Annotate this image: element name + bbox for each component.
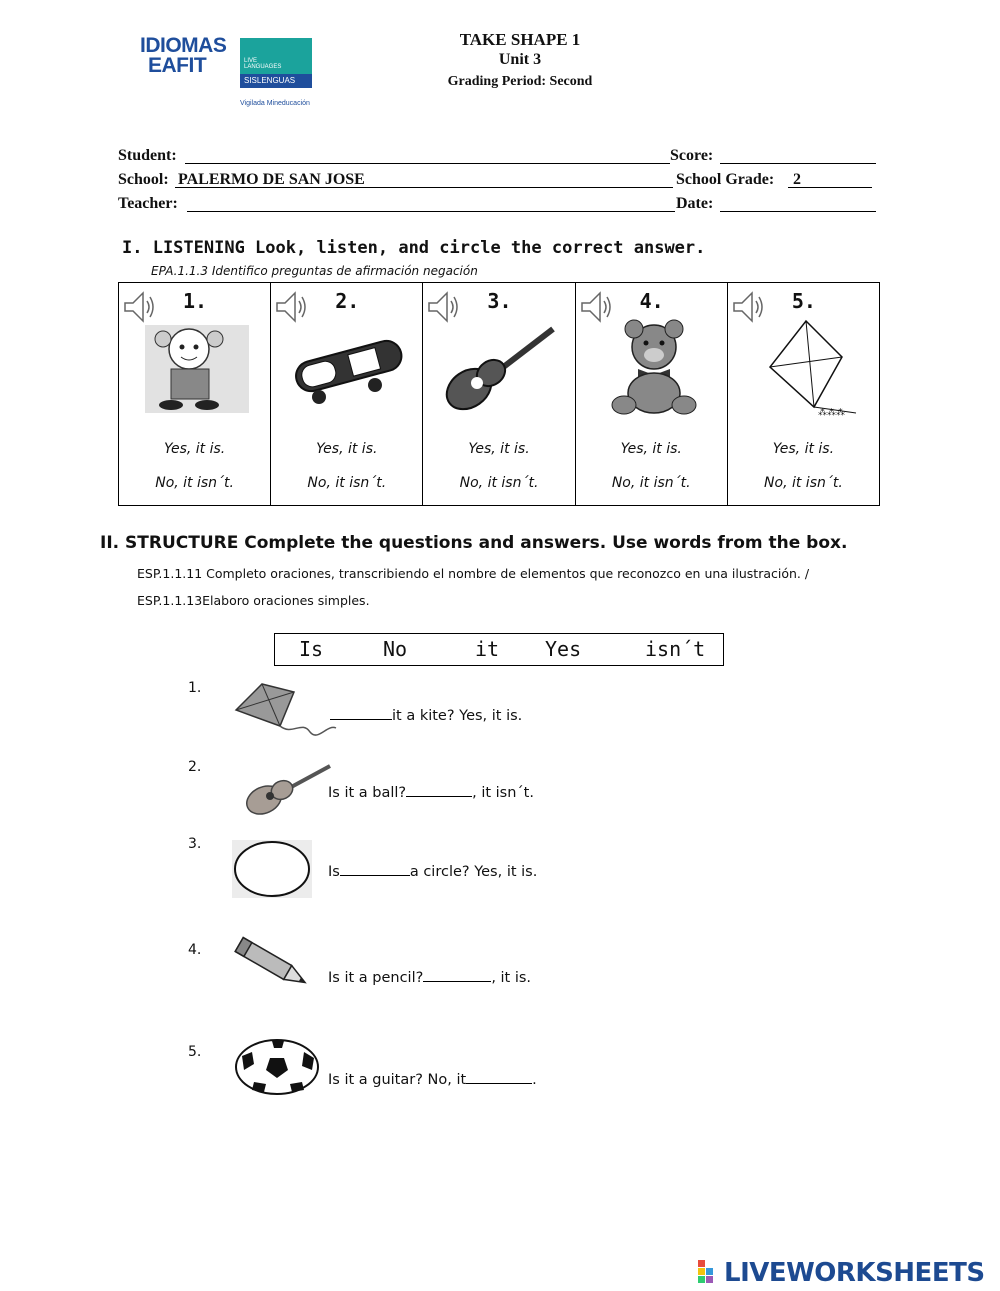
question-4-after: , it is. [491, 970, 532, 986]
answer-3-blank[interactable] [340, 862, 410, 876]
question-3-number: 3. [188, 836, 202, 852]
no-option[interactable]: No, it isn´t. [155, 475, 234, 491]
item-number: 2. [335, 289, 360, 313]
question-5-after: . [532, 1072, 537, 1088]
structure-code2: ESP.1.1.13Elaboro oraciones simples. [137, 593, 370, 608]
yes-option[interactable]: Yes, it is. [316, 441, 378, 457]
structure-title: II. STRUCTURE Complete the questions and answers. Use words from the box. [100, 533, 848, 553]
item-number: 1. [183, 289, 208, 313]
kite-picture [232, 680, 342, 740]
grade-label: School Grade: [676, 171, 775, 188]
svg-text:⁂⁂⁂: ⁂⁂⁂ [817, 408, 845, 417]
item-number: 5. [791, 289, 816, 313]
grade-value: 2 [793, 171, 801, 188]
doll-picture [137, 317, 257, 417]
guitar-picture [441, 317, 561, 417]
soccer-ball-picture [234, 1038, 320, 1096]
logo-tag1: LIVE [244, 58, 258, 64]
answer-5-blank[interactable] [466, 1070, 532, 1084]
liveworksheets-icon [698, 1260, 722, 1284]
question-3-before: Is [328, 864, 340, 880]
question-4 [328, 968, 531, 986]
idiomas-eafit-logo [140, 36, 315, 116]
teddy-bear-picture [594, 317, 714, 417]
question-3 [328, 862, 537, 880]
circle-picture [232, 840, 314, 898]
word-isnt[interactable]: isn´t [645, 637, 706, 661]
guitar-picture [242, 760, 334, 818]
kite-picture [746, 317, 866, 417]
answer-2-blank[interactable] [406, 783, 472, 797]
school-field-line [175, 174, 673, 188]
listening-code: EPA.1.1.3 Identifico preguntas de afirmación negación [151, 264, 478, 278]
pencil-picture [230, 936, 316, 992]
listening-title: I. LISTENING Look, listen, and circle the correct answer. [122, 238, 706, 258]
school-label: School: [118, 171, 169, 188]
logo-sub: Vigilada Mineducación [240, 100, 310, 107]
question-5-before: Is it a guitar? No, it [328, 1072, 467, 1088]
question-2-number: 2. [188, 759, 202, 775]
no-option[interactable]: No, it isn´t. [459, 475, 539, 491]
question-5-number: 5. [188, 1044, 202, 1060]
question-3-after: a circle? Yes, it is. [409, 864, 538, 880]
grading-period: Grading Period: Second [447, 74, 593, 89]
date-label: Date: [676, 195, 714, 212]
question-4-before: Is it a pencil? [328, 970, 424, 986]
teacher-field[interactable] [187, 198, 675, 212]
word-box [274, 633, 724, 666]
listening-item-2 [271, 283, 423, 505]
question-4-number: 4. [188, 942, 202, 958]
item-number: 4. [639, 289, 664, 313]
logo-line2: EAFIT [148, 54, 207, 77]
answer-4-blank[interactable] [423, 968, 491, 982]
answer-1-blank[interactable] [330, 706, 392, 720]
skateboard-picture [289, 317, 409, 417]
logo-tag3: SISLENGUAS [240, 74, 312, 88]
listening-item-5 [728, 283, 879, 505]
question-5 [328, 1070, 537, 1088]
question-1-number: 1. [188, 680, 202, 696]
score-label: Score: [670, 147, 714, 164]
structure-code1: ESP.1.1.11 Completo oraciones, transcribiendo el nombre de elementos que reconozco en una ilustración. / [137, 566, 810, 581]
listening-item-1 [119, 283, 271, 505]
logo-line1: IDIOMAS [140, 34, 227, 57]
student-label: Student: [118, 147, 177, 164]
yes-option[interactable]: Yes, it is. [620, 441, 682, 457]
word-it[interactable]: it [475, 637, 500, 661]
yes-option[interactable]: Yes, it is. [163, 441, 226, 457]
yes-option[interactable]: Yes, it is. [468, 441, 530, 457]
no-option[interactable]: No, it isn´t. [307, 475, 387, 491]
no-option[interactable]: No, it isn´t. [764, 475, 843, 491]
item-number: 3. [487, 289, 512, 313]
date-field[interactable] [720, 198, 876, 212]
score-field[interactable] [720, 150, 876, 164]
question-1 [330, 706, 522, 724]
question-1-after: it a kite? Yes, it is. [392, 708, 523, 724]
listening-table [118, 282, 880, 506]
grade-field-line [788, 174, 872, 188]
school-value: PALERMO DE SAN JOSE [178, 171, 365, 188]
no-option[interactable]: No, it isn´t. [611, 475, 691, 491]
word-yes[interactable]: Yes [545, 637, 582, 661]
liveworksheets-brand: LIVEWORKSHEETS [724, 1258, 985, 1288]
logo-badge [240, 38, 312, 88]
question-2-before: Is it a ball? [328, 785, 407, 801]
unit-label: Unit 3 [498, 51, 542, 68]
page-title: TAKE SHAPE 1 [459, 30, 581, 49]
listening-item-3 [423, 283, 575, 505]
logo-tag2: LANGUAGES [244, 64, 282, 70]
listening-item-4 [576, 283, 728, 505]
student-field[interactable] [185, 150, 670, 164]
yes-option[interactable]: Yes, it is. [772, 441, 835, 457]
word-no[interactable]: No [383, 637, 408, 661]
question-2 [328, 783, 534, 801]
teacher-label: Teacher: [118, 195, 178, 212]
word-is[interactable]: Is [299, 637, 324, 661]
question-2-after: , it isn´t. [472, 785, 534, 801]
